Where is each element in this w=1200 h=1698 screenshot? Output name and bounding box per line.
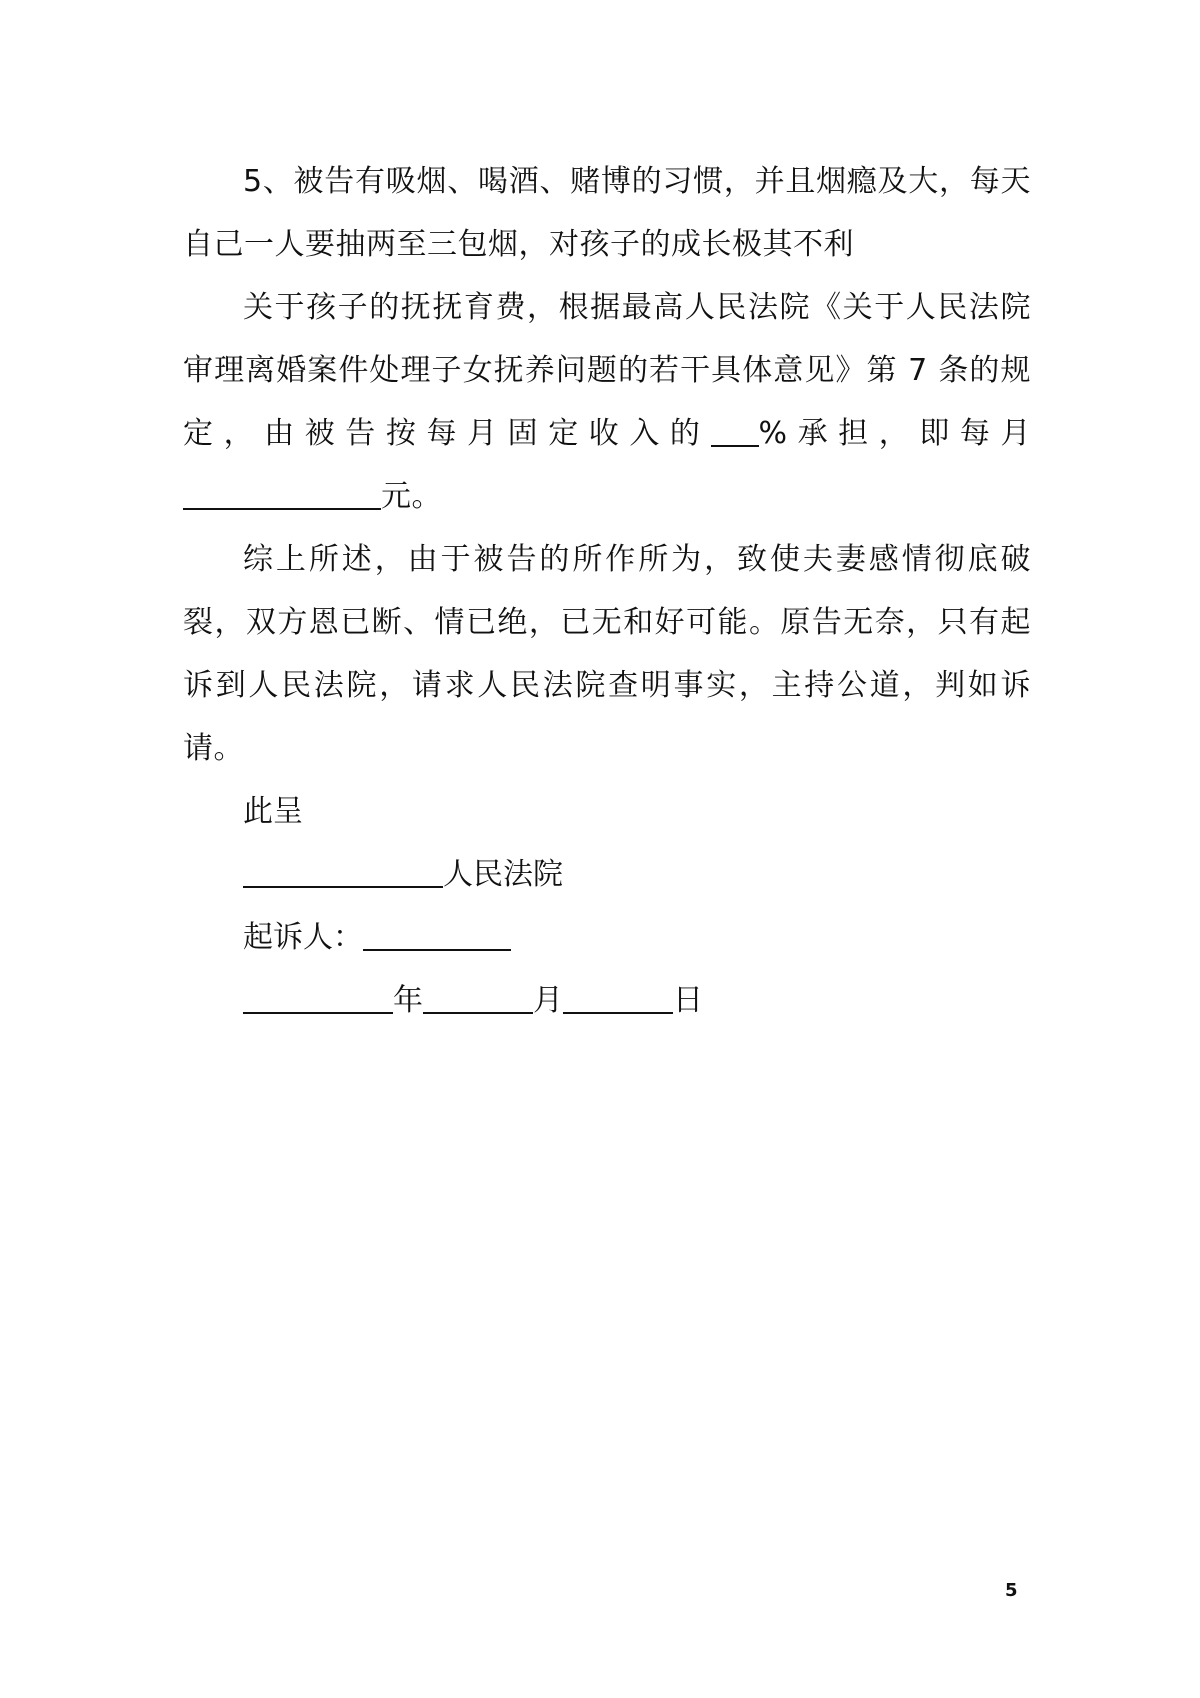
date-line <box>183 969 1031 1032</box>
child-support-text: 关于孩子的抚抚育费，根据最高人民法院《关于人民法院审理离婚案件处理子女抚养问题的若干具体意见》第 7 条的规定，由被告按每月固定收入的 <box>183 290 1031 451</box>
court-line <box>183 843 1031 906</box>
plaintiff-name-blank <box>363 919 511 951</box>
submit-to-label: 此呈 <box>243 794 303 829</box>
month-label: 月 <box>533 983 563 1018</box>
court-suffix-label: 人民法院 <box>443 857 563 892</box>
submit-to-line <box>183 780 1031 843</box>
court-name-blank <box>243 856 443 888</box>
year-blank <box>243 982 393 1014</box>
child-support-currency-text: 元。 <box>381 479 442 514</box>
plaintiff-label: 起诉人： <box>243 920 363 955</box>
percentage-blank <box>711 415 759 447</box>
child-support-percent-text: %承担，即每月 <box>758 416 1031 451</box>
paragraph-conclusion: 综上所述，由于被告的所作所为，致使夫妻感情彻底破裂，双方恩已断、情已绝，已无和好可能。原告无奈，只有起诉到人民法院，请求人民法院查明事实，主持公道，判如诉请。 <box>183 542 1031 766</box>
year-label: 年 <box>393 983 423 1018</box>
document-body <box>183 150 1031 1032</box>
day-blank <box>563 982 673 1014</box>
plaintiff-line <box>183 906 1031 969</box>
paragraph-child-support <box>183 276 1031 528</box>
month-blank <box>423 982 533 1014</box>
paragraph-smoking-habit: 5、被告有吸烟、喝酒、赌博的习惯，并且烟瘾及大，每天自己一人要抽两至三包烟，对孩子的成长极其不利 <box>183 164 1031 262</box>
day-label: 日 <box>673 983 703 1018</box>
monthly-amount-blank <box>183 478 381 510</box>
page-number: 5 <box>1005 1580 1018 1601</box>
